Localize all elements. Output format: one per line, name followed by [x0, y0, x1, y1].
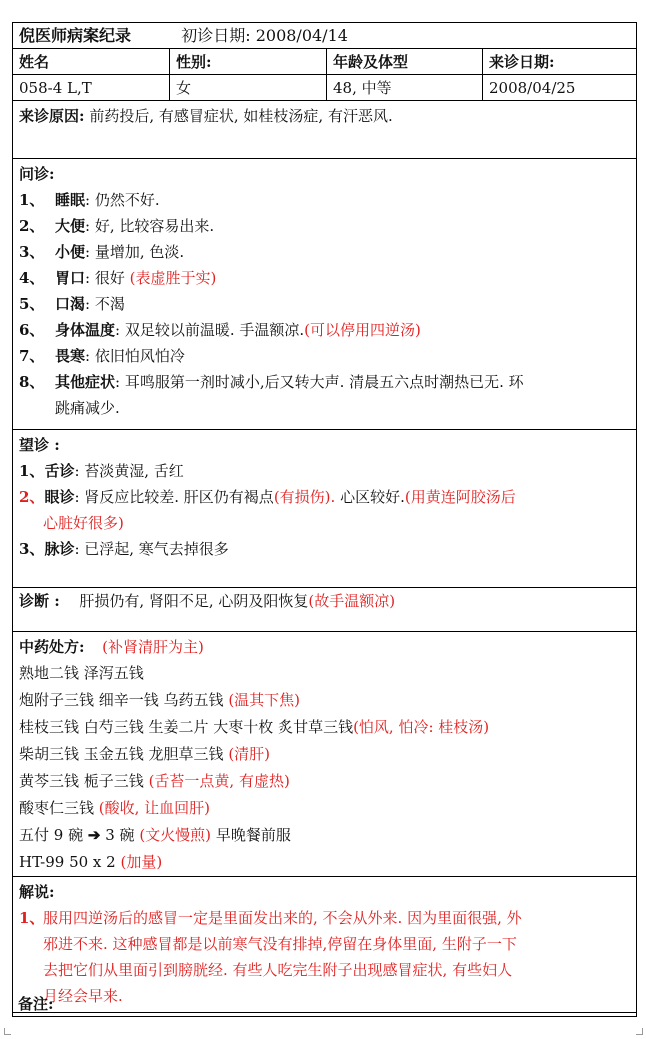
header-row — [13, 23, 636, 49]
eye-diagnosis: 2、眼诊: 肾反应比较差. 肝区仍有褐点(有损伤). 心区较好.(用黄连阿胶汤后 — [19, 488, 516, 506]
age-header: 年龄及体型 — [327, 49, 483, 74]
explanation-line: 月经会早来. — [43, 987, 123, 1005]
inquiry-item: 8、 其他症状: 耳鸣服第一剂时减小,后又转大声. 清晨五六点时潮热已无. 环 — [19, 373, 524, 391]
explanation-line: 去把它们从里面引到膀胱经. 有些人吃完生附子出现感冒症状, 有些妇人 — [43, 961, 513, 979]
inquiry-item: 6、 身体温度: 双足较以前温暖. 手温额凉.(可以停用四逆汤) — [19, 321, 421, 339]
gender-header: 性别: — [170, 49, 327, 74]
inquiry-item: 3、 小便: 量增加, 色淡. — [19, 243, 185, 261]
patient-header-row — [13, 49, 636, 75]
explanation-line: 邪进不来. 这种感冒都是以前寒气没有排掉,停留在身体里面, 生附子一下 — [43, 935, 517, 953]
patient-id: 058-4 L,T — [13, 75, 170, 100]
inquiry-item: 4、 胃口: 很好 (表虚胜于实) — [19, 269, 217, 287]
inquiry-item: 7、 畏寒: 依旧怕风怕冷 — [19, 347, 185, 365]
reason-label: 来诊原因: — [19, 107, 85, 125]
inquiry-item: 2、 大便: 好, 比较容易出来. — [19, 217, 215, 235]
explanation-title: 解说: — [19, 883, 55, 901]
prescription-line: 酸枣仁三钱 (酸收, 让血回肝) — [19, 799, 211, 817]
explanation-section — [13, 877, 636, 1013]
prescription-line: 桂枝三钱 白芍三钱 生姜二片 大枣十枚 炙甘草三钱(怕风, 怕冷: 桂枝汤) — [19, 718, 490, 736]
reason-section — [13, 101, 636, 159]
inquiry-note: (可以停用四逆汤) — [304, 321, 421, 339]
inquiry-section — [13, 159, 636, 430]
remarks-label: 备注: — [18, 995, 54, 1013]
prescription-line: 柴胡三钱 玉金五钱 龙胆草三钱 (清肝) — [19, 745, 271, 763]
diagnosis-label: 诊断 : — [19, 592, 60, 610]
diagnosis-text: 肝损仍有, 肾阳不足, 心阴及阳恢复 — [79, 592, 309, 610]
visit-date-header: 来诊日期: — [489, 53, 555, 71]
inquiry-title: 问诊: — [19, 165, 55, 183]
name-header: 姓名 — [13, 49, 170, 74]
inquiry-item-continued: 跳痛减少. — [55, 399, 120, 417]
prescription-line: 熟地二钱 泽泻五钱 — [19, 664, 144, 682]
observation-title: 望诊 : — [19, 436, 60, 454]
supplement-line: HT-99 50 x 2 (加量) — [19, 853, 163, 871]
patient-age: 48, 中等 — [327, 75, 483, 100]
first-visit-label: 初诊日期: — [181, 26, 251, 45]
prescription-title: 中药处方: — [19, 638, 85, 656]
prescription-section — [13, 632, 636, 877]
explanation-line: 1、服用四逆汤后的感冒一定是里面发出来的, 不会从外来. 因为里面很强, 外 — [19, 909, 522, 927]
prescription-line: 炮附子三钱 细辛一钱 乌药五钱 (温其下焦) — [19, 691, 301, 709]
prescription-line: 黄芩三钱 栀子三钱 (舌苔一点黄, 有虚热) — [19, 772, 290, 790]
dosage-line: 五付 9 碗 ➔ 3 碗 (文火慢煎) 早晚餐前服 — [19, 826, 291, 844]
diagnosis-note: (故手温额凉) — [308, 592, 396, 610]
observation-section — [13, 430, 636, 588]
patient-values-row — [13, 75, 636, 101]
inquiry-item: 5、 口渴: 不渴 — [19, 295, 125, 313]
prescription-title-note: (补肾清肝为主) — [102, 638, 204, 656]
tongue-diagnosis: 1、舌诊: 苔淡黄湿, 舌红 — [19, 462, 184, 480]
diagnosis-section — [13, 588, 636, 632]
arrow-icon: ➔ — [87, 826, 101, 844]
remarks-section — [13, 1013, 636, 1016]
inquiry-item: 1、 睡眠: 仍然不好. — [19, 191, 160, 209]
pulse-diagnosis: 3、脉诊: 已浮起, 寒气去掉很多 — [19, 540, 229, 558]
page-corner-mark — [4, 1028, 11, 1035]
first-visit-date: 2008/04/14 — [255, 26, 348, 45]
record-title: 倪医师病案纪录 — [19, 26, 132, 45]
page-corner-mark — [636, 1028, 643, 1035]
visit-date: 2008/04/25 — [489, 79, 576, 97]
reason-text: 前药投后, 有感冒症状, 如桂枝汤症, 有汗恶风. — [89, 107, 393, 125]
patient-gender: 女 — [170, 75, 327, 100]
eye-diagnosis-continued: 心脏好很多) — [43, 514, 124, 532]
inquiry-note: (表虚胜于实) — [129, 269, 217, 287]
medical-record-sheet — [12, 22, 637, 1017]
